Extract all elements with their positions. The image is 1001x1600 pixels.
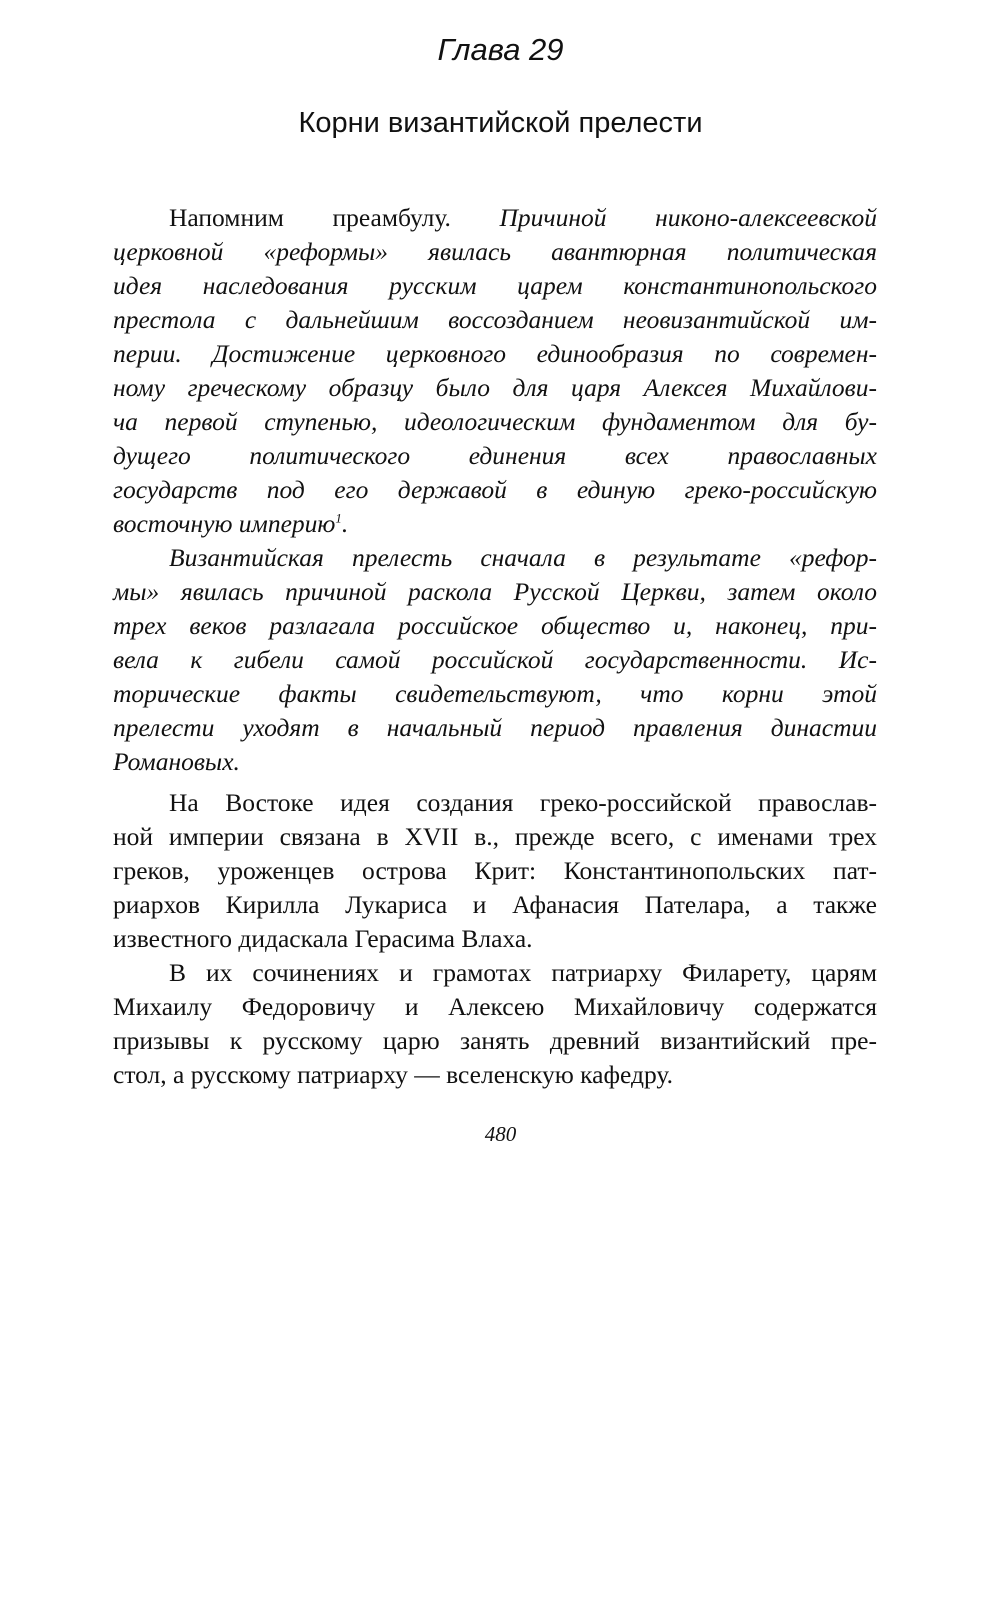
paragraph-line: В их сочинениях и грамотах патриарху Филарету, царям (169, 958, 877, 987)
paragraph-line: Михаилу Федоровичу и Алексею Михайловичу содержатся (113, 992, 877, 1021)
page-number: 480 (484, 1122, 517, 1146)
paragraph-line: Византийская прелесть сначала в результате «рефор- (169, 543, 877, 572)
chapter-heading: Глава 29 (437, 32, 564, 67)
paragraph-text: Причиной никоно-алексеевской (499, 203, 877, 232)
paragraph-line: прелести уходят в начальный период правления династии (113, 713, 877, 742)
paragraph-line: торические факты свидетельствуют, что корни этой (113, 679, 877, 708)
chapter-title: Корни византийской прелести (298, 107, 703, 139)
paragraph-line: На Востоке идея создания греко-российской православ- (169, 788, 877, 817)
footnote-marker[interactable]: 1 (335, 510, 342, 526)
paragraph-text: восточную империю (113, 509, 336, 538)
paragraph-line: трех веков разлагала российское общество и, наконец, при- (113, 611, 877, 640)
paragraph-line: дущего политического единения всех православных (113, 441, 877, 470)
paragraph-line: ной империи связана в XVII в., прежде всего, с именами трех (113, 822, 877, 851)
paragraph-line: вела к гибели самой российской государственности. Ис- (113, 645, 877, 674)
paragraph-line: престола с дальнейшим воссозданием неовизантийской им- (113, 305, 877, 334)
paragraph-end: . (341, 509, 349, 538)
paragraph-line (113, 201, 877, 235)
paragraph-line: идея наследования русским царем константинопольского (113, 271, 877, 300)
paragraph-line: мы» явилась причиной раскола Русской Церкви, затем около (113, 577, 877, 606)
epigraph-block (113, 201, 877, 779)
paragraph-line: греков, уроженцев острова Крит: Константинопольских пат- (113, 856, 877, 885)
body-text-block (113, 786, 877, 1092)
paragraph-line: ному греческому образцу было для царя Алексея Михайлови- (113, 373, 877, 402)
paragraph-line: государств под его державой в единую греко-российскую (113, 475, 877, 504)
paragraph-line: известного дидаскала Герасима Влаха. (113, 924, 533, 953)
paragraph-line: Романовых. (113, 747, 240, 776)
paragraph-lead: Напомним преамбулу. (169, 203, 451, 232)
paragraph-line: стол, а русскому патриарху — вселенскую кафедру. (113, 1060, 673, 1089)
paragraph-line: ча первой ступенью, идеологическим фундаментом для бу- (113, 407, 877, 436)
paragraph-line: риархов Кирилла Лукариса и Афанасия Пателара, а также (113, 890, 877, 919)
paragraph-line: перии. Достижение церковного единообразия по современ- (113, 339, 877, 368)
paragraph-line: призывы к русскому царю занять древний византийский пре- (113, 1026, 877, 1055)
paragraph-line (113, 507, 877, 541)
paragraph-line: церковной «реформы» явилась авантюрная политическая (113, 237, 877, 266)
